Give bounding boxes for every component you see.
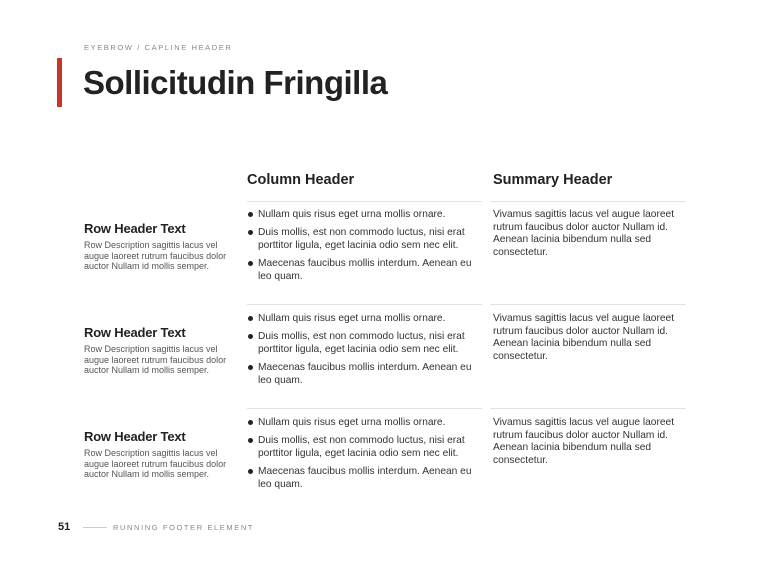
page-title: Sollicitudin Fringilla: [83, 64, 388, 101]
list-item: [247, 208, 482, 221]
summary-text: Vivamus sagittis lacus vel augue laoreet rutrum faucibus dolor auctor Nullam id. Aenean lacinia bibendum nulla sed consectetur.: [493, 313, 675, 362]
list-item: [247, 312, 482, 325]
running-footer: RUNNING FOOTER ELEMENT: [113, 523, 255, 532]
bullet-list: [247, 312, 482, 392]
divider: [490, 408, 686, 409]
bullet-icon: [248, 212, 253, 217]
row-header-title: Row Header Text: [84, 429, 186, 444]
title-accent-bar: [57, 58, 62, 107]
list-item-text: Nullam quis risus eget urna mollis ornare.: [258, 209, 446, 220]
list-item: [247, 330, 482, 356]
bullet-icon: [248, 469, 253, 474]
eyebrow-header: EYEBROW / CAPLINE HEADER: [84, 43, 233, 52]
bullet-icon: [248, 261, 253, 266]
page-number: 51: [58, 521, 71, 533]
list-item-text: Nullam quis risus eget urna mollis ornare.: [258, 313, 446, 324]
divider: [490, 201, 686, 202]
row-header-description: Row Description sagittis lacus vel augue laoreet rutrum faucibus dolor auctor Nullam id mollis semper.: [84, 448, 227, 480]
summary-header: Summary Header: [493, 172, 613, 188]
list-item-text: Nullam quis risus eget urna mollis ornare.: [258, 417, 446, 428]
bullet-list: [247, 208, 482, 288]
list-item: [247, 465, 482, 491]
list-item-text: Duis mollis, est non commodo luctus, nisi erat porttitor ligula, eget lacinia odio sem nec elit.: [258, 435, 465, 459]
list-item: [247, 361, 482, 387]
bullet-icon: [248, 230, 253, 235]
list-item-text: Maecenas faucibus mollis interdum. Aenean eu leo quam.: [258, 258, 472, 282]
row-header: [84, 325, 229, 376]
row-header: [84, 221, 229, 272]
bullet-icon: [248, 316, 253, 321]
divider: [247, 304, 482, 305]
bullet-icon: [248, 420, 253, 425]
list-item-text: Duis mollis, est non commodo luctus, nisi erat porttitor ligula, eget lacinia odio sem nec elit.: [258, 227, 465, 251]
divider: [247, 408, 482, 409]
bullet-list: [247, 416, 482, 496]
row-header-description: Row Description sagittis lacus vel augue laoreet rutrum faucibus dolor auctor Nullam id mollis semper.: [84, 240, 227, 272]
row-header-title: Row Header Text: [84, 221, 186, 236]
divider: [247, 201, 482, 202]
list-item: [247, 257, 482, 283]
list-item: [247, 416, 482, 429]
list-item: [247, 226, 482, 252]
summary-text: Vivamus sagittis lacus vel augue laoreet rutrum faucibus dolor auctor Nullam id. Aenean lacinia bibendum nulla sed consectetur.: [493, 209, 675, 258]
list-item-text: Maecenas faucibus mollis interdum. Aenean eu leo quam.: [258, 466, 472, 490]
list-item-text: Duis mollis, est non commodo luctus, nisi erat porttitor ligula, eget lacinia odio sem nec elit.: [258, 331, 465, 355]
list-item: [247, 434, 482, 460]
column-header: Column Header: [247, 172, 355, 188]
divider: [490, 304, 686, 305]
row-header: [84, 429, 229, 480]
row-header-title: Row Header Text: [84, 325, 186, 340]
row-header-description: Row Description sagittis lacus vel augue laoreet rutrum faucibus dolor auctor Nullam id mollis semper.: [84, 344, 227, 376]
bullet-icon: [248, 438, 253, 443]
bullet-icon: [248, 334, 253, 339]
list-item-text: Maecenas faucibus mollis interdum. Aenean eu leo quam.: [258, 362, 472, 386]
footer-rule: [83, 527, 107, 528]
bullet-icon: [248, 365, 253, 370]
summary-text: Vivamus sagittis lacus vel augue laoreet rutrum faucibus dolor auctor Nullam id. Aenean lacinia bibendum nulla sed consectetur.: [493, 417, 675, 466]
